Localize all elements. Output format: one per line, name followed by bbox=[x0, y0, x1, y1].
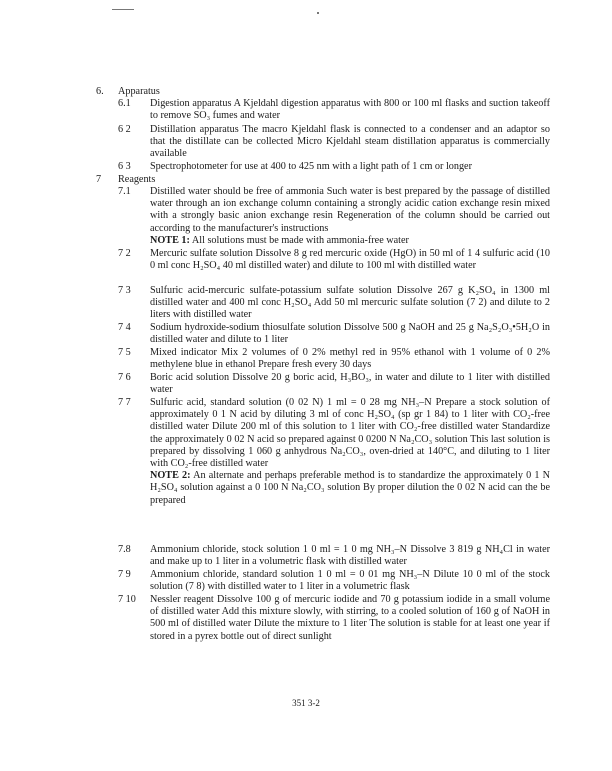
note-label: NOTE 2: bbox=[150, 470, 191, 482]
item-number: 6.1 bbox=[118, 98, 131, 109]
note-2 bbox=[150, 470, 550, 507]
item-number: 7 9 bbox=[118, 569, 131, 580]
page-number: 351 3-2 bbox=[292, 698, 320, 708]
section-7-title: Reagents bbox=[118, 174, 156, 185]
item-number: 7 6 bbox=[118, 372, 131, 383]
item-text: Sulfuric acid, standard solution (0 02 N) 1 ml = 0 28 mg NH₃–N Prepare a stock solution of approximately 0 1 N acid by diluting 3 ml of conc H₂SO₄ (sp gr 1 84) to 1 liter with CO₂-free distilled water Dilute 200 ml of this solution to 1 liter with CO₂-free distilled water Standardize the approximately 0 02 N acid so prepared against 0 0200 N Na₂CO₃ solution This last solution is prepared by dissolving 1 060 g anhydrous Na₂CO₃, oven-dried at 140°C, and diluting to 1 liter with CO₂-free distilled water bbox=[150, 397, 550, 470]
item-6-2 bbox=[118, 124, 550, 161]
note-text: An alternate and perhaps preferable method is to standardize the approximately 0 1 N H₂SO₄ solution against a 0 100 N Na₂CO₃ solution By proper dilution the 0 02 N acid can the be prepared bbox=[150, 470, 551, 506]
item-text: Sodium hydroxide-sodium thiosulfate solution Dissolve 500 g NaOH and 25 g Na₂S₂O₃•5H₂O in distilled water and dilute to 1 liter bbox=[150, 322, 550, 346]
item-text: Ammonium chloride, stock solution 1 0 ml = 1 0 mg NH₃–N Dissolve 3 819 g NH₄Cl in water and make up to 1 liter in a volumetric flask with distilled water bbox=[150, 544, 550, 568]
item-number: 7 10 bbox=[118, 594, 136, 605]
item-6-3 bbox=[118, 161, 550, 173]
item-number: 7 2 bbox=[118, 248, 131, 259]
item-number: 7 4 bbox=[118, 322, 131, 333]
note-label: NOTE 1: bbox=[150, 234, 190, 246]
item-text: Mercuric sulfate solution Dissolve 8 g red mercuric oxide (HgO) in 50 ml of 1 4 sulfuric acid (10 0 ml conc H₂SO₄ 40 ml distilled water) and dilute to 100 ml with distilled water bbox=[150, 248, 550, 272]
item-number: 7.8 bbox=[118, 544, 131, 555]
item-7-2 bbox=[118, 248, 550, 272]
item-number: 7 5 bbox=[118, 347, 131, 358]
item-6-1 bbox=[118, 98, 550, 122]
scan-mark-top-left bbox=[112, 9, 134, 10]
note-1 bbox=[150, 235, 550, 247]
section-6-title: Apparatus bbox=[118, 86, 160, 97]
item-7-8 bbox=[118, 544, 550, 568]
note-text: All solutions must be made with ammonia-free water bbox=[191, 234, 409, 246]
item-text: Digestion apparatus A Kjeldahl digestion apparatus with 800 or 100 ml flasks and suction takeoff to remove SO₃ fumes and water bbox=[150, 98, 550, 122]
item-text: Spectrophotometer for use at 400 to 425 nm with a light path of 1 cm or longer bbox=[150, 161, 472, 172]
item-number: 7.1 bbox=[118, 186, 131, 197]
item-7-5 bbox=[118, 347, 550, 371]
item-number: 6 3 bbox=[118, 161, 131, 172]
item-7-10 bbox=[118, 594, 550, 643]
item-7-3 bbox=[118, 285, 550, 322]
item-text: Sulfuric acid-mercuric sulfate-potassium sulfate solution Dissolve 267 g K₂SO₄ in 1300 ml distilled water and 400 ml conc H₂SO₄ Add 50 ml mercuric sulfate solution (7 2) and dilute to 2 liters with distilled water bbox=[150, 285, 550, 321]
scan-mark-top-center bbox=[317, 12, 319, 14]
item-7-6 bbox=[118, 372, 550, 396]
item-7-1 bbox=[118, 186, 550, 247]
item-7-9 bbox=[118, 569, 550, 593]
item-text: Distillation apparatus The macro Kjeldahl flask is connected to a condenser and an adaptor so that the distillate can be collected Micro Kjeldahl steam distillation apparatus is commercially available bbox=[150, 124, 550, 160]
item-number: 7 3 bbox=[118, 285, 131, 296]
item-number: 7 7 bbox=[118, 397, 131, 408]
item-7-4 bbox=[118, 322, 550, 346]
item-7-7 bbox=[118, 397, 550, 507]
item-text: Mixed indicator Mix 2 volumes of 0 2% methyl red in 95% ethanol with 1 volume of 0 2% methylene blue in ethanol Prepare fresh every 30 days bbox=[150, 347, 550, 371]
item-number: 6 2 bbox=[118, 124, 131, 135]
item-text: Boric acid solution Dissolve 20 g boric acid, H₃BO₃, in water and dilute to 1 liter with distilled water bbox=[150, 372, 550, 396]
item-text: Distilled water should be free of ammonia Such water is best prepared by the passage of distilled water through an ion exchange column containing a strongly acidic cation exchange resin mixed with a strongly basic anion exchange resin Regeneration of the column should be carried out according to the manufacturer's instructions bbox=[150, 186, 550, 234]
item-text: Ammonium chloride, standard solution 1 0 ml = 0 01 mg NH₃–N Dilute 10 0 ml of the stock solution (7 8) with distilled water to 1 liter in a volumetric flask bbox=[150, 569, 550, 593]
item-text: Nessler reagent Dissolve 100 g of mercuric iodide and 70 g potassium iodide in a small volume of distilled water Add this mixture slowly, with stirring, to a cooled solution of 160 g of NaOH in 500 ml of distilled water Dilute the mixture to 1 liter The solution is stable for at least one year if stored in a pyrex bottle out of direct sunlight bbox=[150, 594, 550, 642]
section-6-number: 6. bbox=[96, 86, 104, 97]
section-7-number: 7 bbox=[96, 174, 102, 185]
